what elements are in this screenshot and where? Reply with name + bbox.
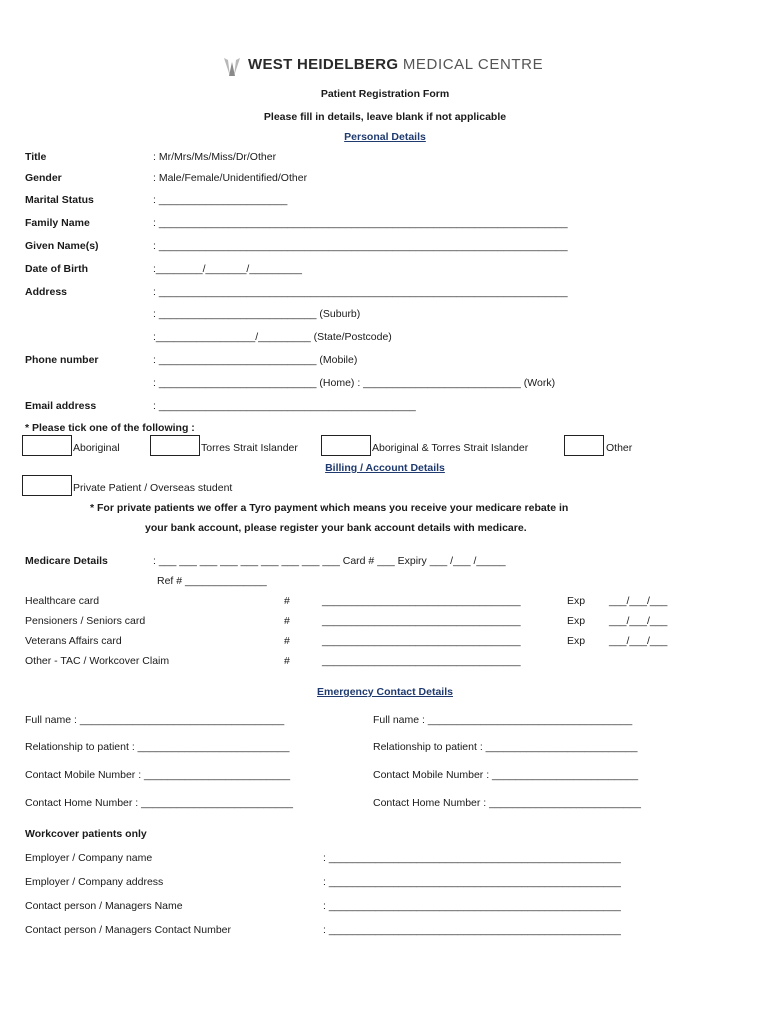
- field-veterans-card-number[interactable]: __________________________________: [322, 635, 521, 647]
- checkbox-other[interactable]: [564, 435, 604, 456]
- field-emergency2-mobile[interactable]: Contact Mobile Number : _________________________: [373, 769, 639, 781]
- pensioners-card-label: Pensioners / Seniors card: [25, 615, 146, 627]
- field-manager-name[interactable]: : __________________________________________________: [323, 900, 621, 912]
- field-medicare-number[interactable]: : ___ ___ ___ ___ ___ ___ ___ ___ ___ Card # ___ Expiry ___ /___ /_____: [153, 555, 506, 567]
- field-label-marital-status: Marital Status: [25, 194, 94, 206]
- medicare-label: Medicare Details: [25, 555, 108, 567]
- field-emergency2-full-name[interactable]: Full name : ___________________________________: [373, 714, 633, 726]
- field-employer-address[interactable]: : __________________________________________________: [323, 876, 621, 888]
- billing-heading: [0, 462, 770, 474]
- field-emergency2-relationship[interactable]: Relationship to patient : __________________________: [373, 741, 638, 753]
- form-title: Patient Registration Form: [320, 88, 450, 100]
- healthcare-card-hash: #: [284, 595, 290, 607]
- field-state-postcode[interactable]: :_________________/_________ (State/Postcode): [153, 331, 392, 343]
- tick-prompt: * Please tick one of the following :: [25, 422, 195, 434]
- checkbox-aboriginal-and-torres[interactable]: [321, 435, 371, 456]
- field-pensioners-card-number[interactable]: __________________________________: [322, 615, 521, 627]
- field-emergency1-full-name[interactable]: Full name : ___________________________________: [25, 714, 285, 726]
- clinic-name-bold: WEST HEIDELBERG: [248, 56, 399, 73]
- employer-name-label: Employer / Company name: [25, 852, 153, 864]
- field-family-name[interactable]: : ______________________________________________________________________: [153, 217, 568, 229]
- field-pensioners-card-exp[interactable]: ___/___/___: [609, 615, 668, 627]
- field-label-family-name: Family Name: [25, 217, 90, 229]
- field-label-phone: Phone number: [25, 354, 99, 366]
- emergency-heading-text: Emergency Contact Details: [317, 686, 453, 698]
- tyro-note-line2: your bank account, please register your bank account details with medicare.: [145, 522, 527, 534]
- form-instruction: Please fill in details, leave blank if not applicable: [263, 111, 507, 123]
- option-other-label: Other: [606, 442, 633, 454]
- field-medicare-ref[interactable]: Ref # ______________: [157, 575, 267, 587]
- field-veterans-card-exp[interactable]: ___/___/___: [609, 635, 668, 647]
- field-emergency2-home[interactable]: Contact Home Number : __________________________: [373, 797, 641, 809]
- employer-address-label: Employer / Company address: [25, 876, 164, 888]
- personal-details-heading-text: Personal Details: [344, 131, 426, 143]
- other-claim-hash: #: [284, 655, 290, 667]
- option-aboriginal-and-torres-label: Aboriginal & Torres Strait Islander: [372, 442, 529, 454]
- field-email[interactable]: : ____________________________________________: [153, 400, 416, 412]
- field-address[interactable]: : ______________________________________________________________________: [153, 286, 568, 298]
- healthcare-card-exp-label: Exp: [567, 595, 586, 607]
- billing-heading-text: Billing / Account Details: [325, 462, 445, 474]
- field-emergency1-mobile[interactable]: Contact Mobile Number : _________________________: [25, 769, 291, 781]
- field-emergency1-home[interactable]: Contact Home Number : __________________________: [25, 797, 293, 809]
- field-label-date-of-birth: Date of Birth: [25, 263, 88, 275]
- pensioners-card-exp-label: Exp: [567, 615, 586, 627]
- veterans-card-hash: #: [284, 635, 290, 647]
- field-healthcare-card-number[interactable]: __________________________________: [322, 595, 521, 607]
- clinic-name: [248, 56, 543, 73]
- field-title[interactable]: : Mr/Mrs/Ms/Miss/Dr/Other: [153, 151, 277, 163]
- veterans-card-label: Veterans Affairs card: [25, 635, 122, 647]
- pensioners-card-hash: #: [284, 615, 290, 627]
- workcover-heading: Workcover patients only: [25, 828, 147, 840]
- manager-contact-label: Contact person / Managers Contact Number: [25, 924, 232, 936]
- option-aboriginal-label: Aboriginal: [73, 442, 120, 454]
- field-employer-name[interactable]: : __________________________________________________: [323, 852, 621, 864]
- clinic-name-light: MEDICAL CENTRE: [402, 56, 544, 73]
- field-emergency1-relationship[interactable]: Relationship to patient : __________________________: [25, 741, 290, 753]
- field-phone-mobile[interactable]: : ___________________________ (Mobile): [153, 354, 358, 366]
- personal-details-heading: [0, 131, 770, 143]
- emergency-heading: [0, 686, 770, 698]
- field-label-email: Email address: [25, 400, 97, 412]
- field-manager-contact[interactable]: : __________________________________________________: [323, 924, 621, 936]
- checkbox-private-patient[interactable]: [22, 475, 72, 496]
- checkbox-torres-strait-islander[interactable]: [150, 435, 200, 456]
- option-private-patient-label: Private Patient / Overseas student: [73, 482, 233, 494]
- tyro-note-line1: * For private patients we offer a Tyro payment which means you receive your medicare rebate in: [90, 502, 569, 514]
- healthcare-card-label: Healthcare card: [25, 595, 100, 607]
- field-other-claim-number[interactable]: __________________________________: [322, 655, 521, 667]
- leaf-logo-icon: [222, 56, 242, 78]
- field-phone-home-work[interactable]: : ___________________________ (Home) : ___________________________ (Work): [153, 377, 556, 389]
- field-label-gender: Gender: [25, 172, 62, 184]
- field-suburb[interactable]: : ___________________________ (Suburb): [153, 308, 361, 320]
- option-torres-strait-islander-label: Torres Strait Islander: [201, 442, 298, 454]
- field-gender[interactable]: : Male/Female/Unidentified/Other: [153, 172, 308, 184]
- other-claim-label: Other - TAC / Workcover Claim: [25, 655, 170, 667]
- field-given-names[interactable]: : ______________________________________________________________________: [153, 240, 568, 252]
- field-label-given-names: Given Name(s): [25, 240, 99, 252]
- field-label-address: Address: [25, 286, 68, 298]
- field-healthcare-card-exp[interactable]: ___/___/___: [609, 595, 668, 607]
- field-marital-status[interactable]: : ______________________: [153, 194, 288, 206]
- manager-name-label: Contact person / Managers Name: [25, 900, 183, 912]
- veterans-card-exp-label: Exp: [567, 635, 586, 647]
- field-date-of-birth[interactable]: :________/_______/_________: [153, 263, 302, 275]
- field-label-title: Title: [25, 151, 47, 163]
- checkbox-aboriginal[interactable]: [22, 435, 72, 456]
